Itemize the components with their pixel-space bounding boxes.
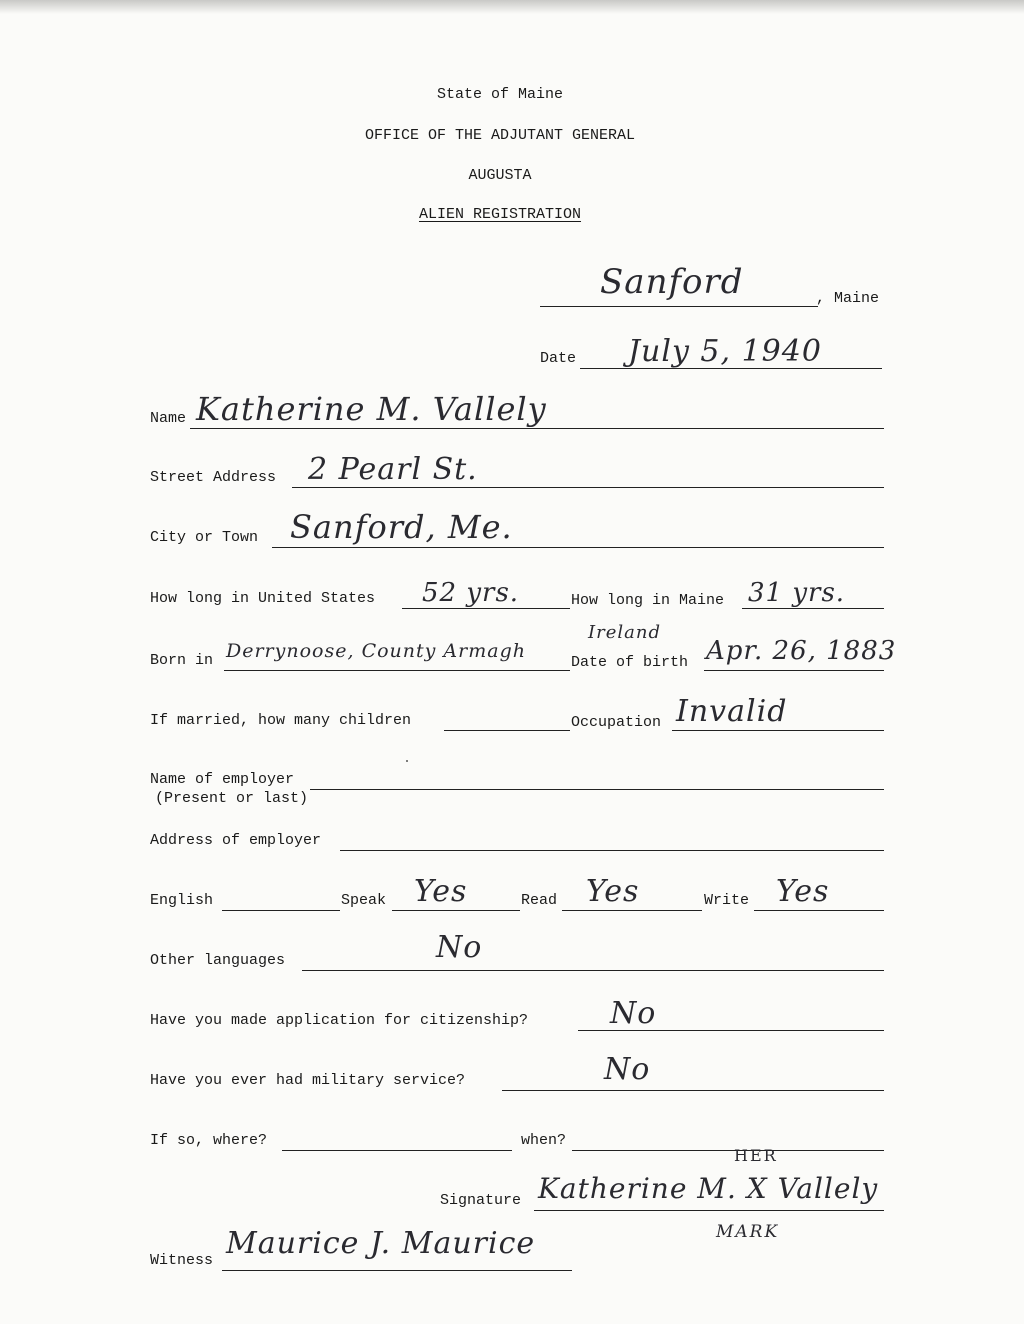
- state-heading: State of Maine: [436, 86, 564, 103]
- occupation-entry: Invalid: [676, 694, 788, 729]
- read-label: Read: [521, 892, 558, 909]
- born-label: Born in: [150, 652, 214, 669]
- scan-edge: [0, 0, 1024, 14]
- employer-address-label: Address of employer: [150, 832, 322, 849]
- name-label: Name: [150, 410, 187, 427]
- date-label: Date: [540, 350, 577, 367]
- speak-label: Speak: [341, 892, 387, 909]
- speak-line: [392, 910, 520, 911]
- mark-label: MARK: [716, 1222, 780, 1242]
- office-heading: OFFICE OF THE ADJUTANT GENERAL: [364, 127, 636, 144]
- occupation-line: [672, 730, 884, 731]
- city-entry: Sanford, Me.: [290, 508, 513, 546]
- english-label: English: [150, 892, 214, 909]
- dob-line: [704, 670, 884, 671]
- street-label: Street Address: [150, 469, 277, 486]
- where-line: [282, 1150, 512, 1151]
- date-entry: July 5, 1940: [628, 334, 822, 369]
- military-entry: No: [604, 1052, 651, 1087]
- when-line: [572, 1150, 884, 1151]
- city-label: City or Town: [150, 529, 259, 546]
- born-line: [224, 670, 570, 671]
- read-line: [562, 910, 702, 911]
- other-languages-label: Other languages: [150, 952, 286, 969]
- maine-label: , Maine: [816, 290, 880, 307]
- mark-her: HER: [734, 1146, 778, 1165]
- place-line: [540, 306, 818, 307]
- us-duration-line: [402, 608, 570, 609]
- citizenship-entry: No: [610, 996, 657, 1031]
- name-entry: Katherine M. Vallely: [196, 390, 547, 428]
- dob-label: Date of birth: [571, 654, 689, 671]
- employer-note: (Present or last): [155, 790, 309, 807]
- witness-line: [222, 1270, 572, 1271]
- read-entry: Yes: [586, 874, 640, 909]
- other-languages-entry: No: [436, 930, 483, 965]
- maine-duration-entry: 31 yrs.: [748, 578, 846, 608]
- city-heading: AUGUSTA: [468, 167, 532, 184]
- write-entry: Yes: [776, 874, 830, 909]
- form-title: ALIEN REGISTRATION: [418, 206, 582, 223]
- place-entry: Sanford: [600, 262, 744, 302]
- military-line: [502, 1090, 884, 1091]
- write-line: [754, 910, 884, 911]
- military-label: Have you ever had military service?: [150, 1072, 466, 1089]
- write-label: Write: [704, 892, 750, 909]
- signature-line: [534, 1210, 884, 1211]
- signature-label: Signature: [440, 1192, 522, 1209]
- street-entry: 2 Pearl St.: [308, 452, 478, 487]
- dob-entry: Apr. 26, 1883: [706, 636, 897, 666]
- born-country-entry: Ireland: [588, 622, 661, 643]
- employer-address-line: [340, 850, 884, 851]
- where-label: If so, where?: [150, 1132, 268, 1149]
- name-line: [190, 428, 884, 429]
- signature-entry: Katherine M. X Vallely: [538, 1172, 879, 1205]
- us-duration-label: How long in United States: [150, 590, 376, 607]
- other-languages-line: [302, 970, 884, 971]
- employer-label: Name of employer: [150, 771, 295, 788]
- born-entry: Derrynoose, County Armagh: [226, 640, 526, 662]
- us-duration-entry: 52 yrs.: [422, 578, 520, 608]
- english-line: [222, 910, 340, 911]
- maine-duration-label: How long in Maine: [571, 592, 725, 609]
- witness-entry: Maurice J. Maurice: [226, 1226, 536, 1261]
- ink-speck: [406, 760, 408, 762]
- children-label: If married, how many children: [150, 712, 412, 729]
- occupation-label: Occupation: [571, 714, 662, 731]
- citizenship-label: Have you made application for citizenship?: [150, 1012, 529, 1029]
- children-line: [444, 730, 570, 731]
- employer-line: [310, 789, 884, 790]
- street-line: [292, 487, 884, 488]
- witness-label: Witness: [150, 1252, 214, 1269]
- speak-entry: Yes: [414, 874, 468, 909]
- maine-duration-line: [742, 608, 884, 609]
- when-label: when?: [521, 1132, 567, 1149]
- city-line: [272, 547, 884, 548]
